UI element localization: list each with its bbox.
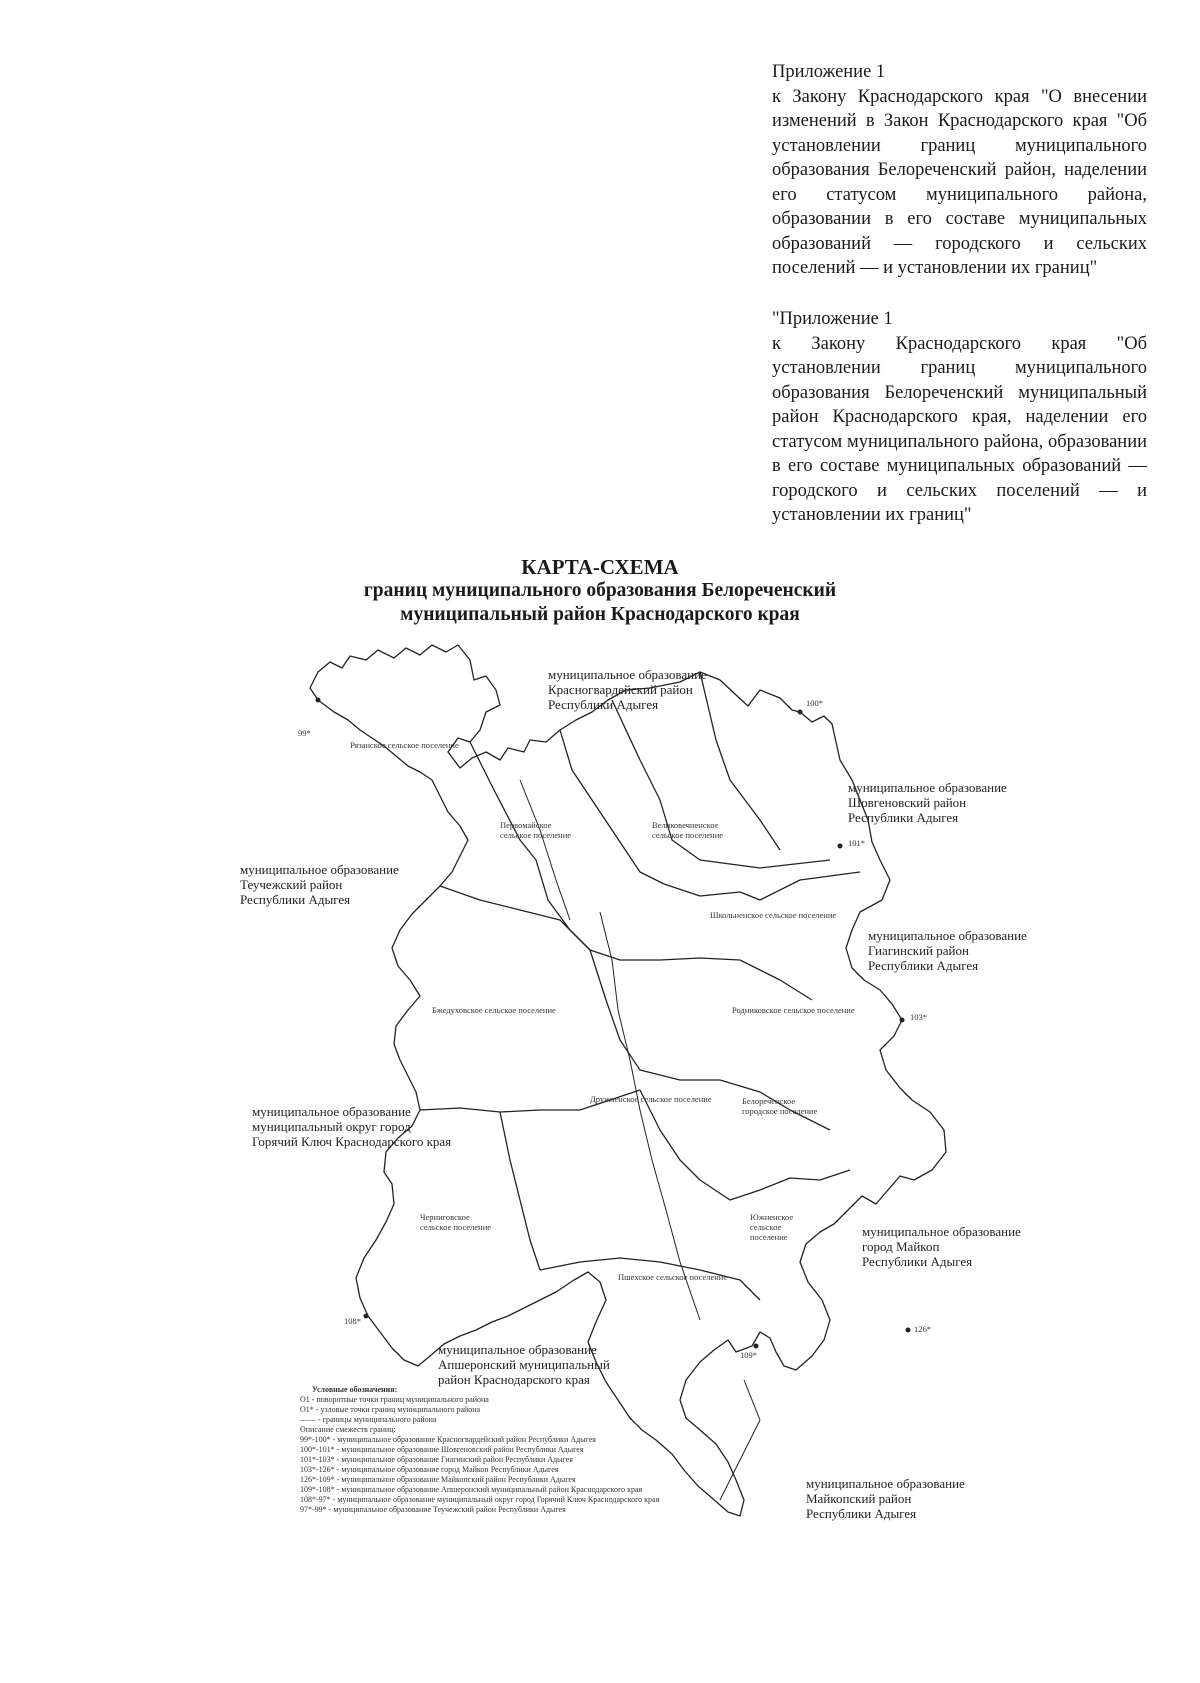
boundary-point (754, 1344, 759, 1349)
label-line: муниципальное образование (848, 780, 1007, 795)
settlement-label: Южненское сельское поселение (750, 1212, 794, 1242)
neighbor-label-goryachy-klyuch (252, 1104, 451, 1149)
legend-line: 101*-103* - муниципальное образование Гиагинский район Республики Адыгея (300, 1455, 573, 1464)
point-label: 103* (910, 1012, 927, 1022)
boundary-point (316, 698, 321, 703)
label-line: муниципальный округ город (252, 1119, 411, 1134)
appendix-heading: "Приложение 1 (772, 309, 893, 329)
settlement-boundary (500, 1112, 540, 1270)
label-line: муниципальное образование (240, 862, 399, 877)
neighbor-label-krasnogvardeisky (548, 667, 707, 712)
settlement-label: Бжедуховское сельское поселение (432, 1005, 556, 1015)
neighbor-label-shovgenovsky (848, 780, 1007, 825)
point-label: 108* (344, 1316, 361, 1326)
legend-line: 108*-97* - муниципальное образование муниципальный округ город Горячий Ключ Краснодарского края (300, 1495, 660, 1504)
label-line: Республики Адыгея (862, 1254, 973, 1269)
settlement-label: Рязанское сельское поселение (350, 740, 459, 750)
legend-line: О1* - узловые точки границ муниципального района (300, 1405, 481, 1414)
settlement-boundary (470, 742, 590, 950)
neighbor-label-maikopsky (806, 1476, 965, 1521)
label-line: муниципальное образование (868, 928, 1027, 943)
legend-line: —— - границы муниципального района (300, 1415, 437, 1424)
map-legend (300, 1385, 659, 1515)
label-line: Теучежский район (240, 877, 343, 892)
map-title-line: КАРТА-СХЕМА (521, 555, 679, 579)
settlement-boundary (560, 730, 860, 900)
map-title-line: границ муниципального образования Белореченский (363, 580, 837, 601)
label-line: Майкопский район (806, 1491, 912, 1506)
label-line: Шовгеновский район (848, 795, 967, 810)
settlement-boundary (612, 700, 830, 868)
map-title-line: муниципальный район Краснодарского края (400, 604, 800, 625)
boundary-point (838, 844, 843, 849)
settlement-label: Дружненское сельское поселение (590, 1094, 712, 1104)
settlement-label: Великовечненское сельское поселение (652, 820, 724, 840)
label-line: Гиагинский район (868, 943, 969, 958)
neighbor-label-maikop-city (862, 1224, 1021, 1269)
legend-line: 99*-100* - муниципальное образование Красногвардейский район Республики Адыгея (300, 1435, 596, 1444)
settlement-boundary (440, 886, 812, 1000)
appendix-text: к Закону Краснодарского края "О внесении изменений в Закон Краснодарского края "Об установлении границ муниципального образования Белореченский район, наделении его статусом муниципального района, образовании в его составе муниципальных образований — городского и сельских поселений — и установлении их границ" (772, 86, 1147, 278)
label-line: муниципальное образование (548, 667, 707, 682)
label-line: Республики Адыгея (240, 892, 351, 907)
point-label: 126* (914, 1324, 931, 1334)
settlement-label: Родниковское сельское поселение (732, 1005, 855, 1015)
neighbor-label-giaginsky (868, 928, 1027, 973)
label-line: город Майкоп (862, 1239, 940, 1254)
label-line: муниципальное образование (862, 1224, 1021, 1239)
label-line: Республики Адыгея (868, 958, 979, 973)
point-label: 100* (806, 698, 823, 708)
settlement-label: Белореченское городское поселение (742, 1096, 818, 1116)
label-line: Республики Адыгея (848, 810, 959, 825)
river-line (720, 1380, 760, 1500)
label-line: муниципальное образование (252, 1104, 411, 1119)
label-line: муниципальное образование (806, 1476, 965, 1491)
legend-line: 126*-109* - муниципальное образование Майкопский район Республики Адыгея (300, 1475, 576, 1484)
appendix-text: к Закону Краснодарского края "Об установлении границ муниципального образования Белореченский муниципальный район Краснодарского края, наделении его статусом муниципального района, образовании в его составе муниципальных образований — городского и сельских поселений — и установлении их границ" (772, 333, 1147, 525)
settlement-label: Пшехское сельское поселение (618, 1272, 728, 1282)
legend-line: 103*-126* - муниципальное образование город Майкоп Республики Адыгея (300, 1465, 559, 1474)
label-line: Апшеронский муниципальный (438, 1357, 610, 1372)
settlement-label: Первомайское сельское поселение (500, 820, 572, 840)
boundary-point (798, 710, 803, 715)
appendix-heading: Приложение 1 (772, 62, 886, 82)
label-line: Красногвардейский район (548, 682, 693, 697)
point-label: 109* (740, 1350, 757, 1360)
neighbor-label-apsheronsky (438, 1342, 610, 1387)
label-line: муниципальное образование (438, 1342, 597, 1357)
legend-line: 97*-99* - муниципальное образование Теучежский район Республики Адыгея (300, 1505, 566, 1514)
label-line: район Краснодарского края (438, 1372, 590, 1387)
label-line: Горячий Ключ Краснодарского края (252, 1134, 452, 1149)
boundary-point (906, 1328, 911, 1333)
point-label: 101* (848, 838, 865, 848)
boundary-point (364, 1314, 369, 1319)
legend-line: 109*-108* - муниципальное образование Апшеронский муниципальный район Краснодарского края (300, 1485, 643, 1494)
label-line: Республики Адыгея (806, 1506, 917, 1521)
legend-line: 100*-101* - муниципальное образование Шовгеновский район Республики Адыгея (300, 1445, 584, 1454)
neighbor-label-teuchezhsky (240, 862, 399, 907)
point-label: 99* (298, 728, 311, 738)
legend-line: Описание смежеств границ: (300, 1425, 396, 1434)
legend-title: Условные обозначения: (312, 1385, 398, 1394)
boundary-point (900, 1018, 905, 1023)
settlement-label: Черниговское сельское поселение (420, 1212, 492, 1232)
settlement-label: Школьненское сельское поселение (710, 910, 837, 920)
legend-line: О1 - поворотные точки границ муниципального района (300, 1395, 489, 1404)
label-line: Республики Адыгея (548, 697, 659, 712)
